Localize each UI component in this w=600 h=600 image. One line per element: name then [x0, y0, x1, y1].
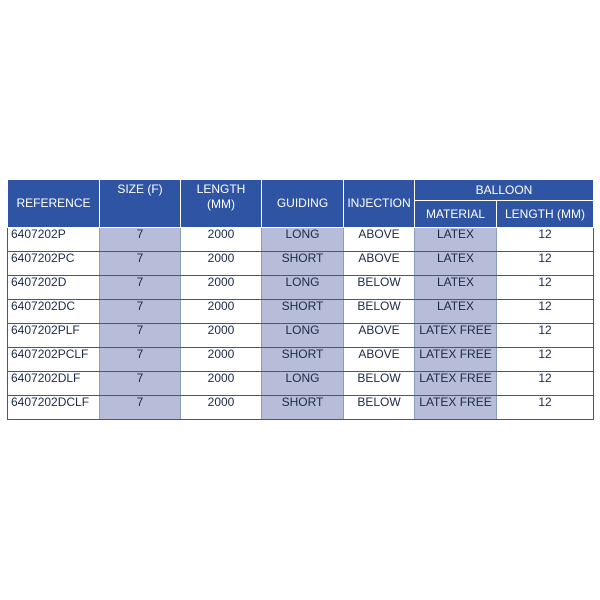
cell-size: 7 [100, 348, 181, 372]
cell-guiding: SHORT [262, 348, 344, 372]
header-length-line1: LENGTH [196, 182, 246, 196]
cell-size: 7 [100, 252, 181, 276]
cell-reference: 6407202DCLF [8, 396, 100, 420]
cell-balloon-length: 12 [497, 324, 594, 348]
cell-guiding: LONG [262, 324, 344, 348]
cell-reference: 6407202DLF [8, 372, 100, 396]
header-size: SIZE (F) [100, 180, 181, 228]
cell-injection: ABOVE [344, 348, 415, 372]
header-guiding: GUIDING [262, 180, 344, 228]
table-row [8, 396, 594, 420]
cell-reference: 6407202D [8, 276, 100, 300]
table-row [8, 348, 594, 372]
header-injection: INJECTION [344, 180, 415, 228]
header-material: MATERIAL [415, 201, 497, 228]
cell-guiding: SHORT [262, 300, 344, 324]
cell-material: LATEX FREE [415, 324, 497, 348]
cell-size: 7 [100, 372, 181, 396]
cell-injection: BELOW [344, 372, 415, 396]
cell-material: LATEX FREE [415, 372, 497, 396]
cell-size: 7 [100, 276, 181, 300]
cell-length: 2000 [181, 300, 262, 324]
catalog-table [7, 179, 594, 420]
cell-length: 2000 [181, 228, 262, 252]
cell-length: 2000 [181, 324, 262, 348]
catalog-table-wrapper [7, 179, 593, 420]
cell-material: LATEX FREE [415, 396, 497, 420]
cell-length: 2000 [181, 372, 262, 396]
cell-balloon-length: 12 [497, 396, 594, 420]
cell-size: 7 [100, 396, 181, 420]
cell-balloon-length: 12 [497, 252, 594, 276]
table-row [8, 372, 594, 396]
cell-material: LATEX [415, 276, 497, 300]
table-row [8, 252, 594, 276]
cell-reference: 6407202PLF [8, 324, 100, 348]
table-row [8, 276, 594, 300]
cell-guiding: LONG [262, 276, 344, 300]
header-balloon-length: LENGTH (MM) [497, 201, 594, 228]
table-body [8, 228, 594, 420]
cell-reference: 6407202DC [8, 300, 100, 324]
cell-length: 2000 [181, 348, 262, 372]
cell-length: 2000 [181, 252, 262, 276]
cell-injection: ABOVE [344, 324, 415, 348]
cell-guiding: SHORT [262, 396, 344, 420]
cell-injection: BELOW [344, 300, 415, 324]
cell-size: 7 [100, 228, 181, 252]
cell-injection: BELOW [344, 276, 415, 300]
cell-balloon-length: 12 [497, 348, 594, 372]
header-length-line2: (MM) [207, 197, 235, 211]
cell-reference: 6407202PCLF [8, 348, 100, 372]
cell-injection: BELOW [344, 396, 415, 420]
cell-guiding: LONG [262, 228, 344, 252]
table-row [8, 324, 594, 348]
cell-guiding: SHORT [262, 252, 344, 276]
cell-reference: 6407202P [8, 228, 100, 252]
cell-injection: ABOVE [344, 228, 415, 252]
header-balloon: BALLOON [415, 180, 594, 201]
cell-guiding: LONG [262, 372, 344, 396]
cell-balloon-length: 12 [497, 372, 594, 396]
cell-size: 7 [100, 324, 181, 348]
cell-length: 2000 [181, 276, 262, 300]
table-header [8, 180, 594, 228]
cell-balloon-length: 12 [497, 228, 594, 252]
cell-balloon-length: 12 [497, 276, 594, 300]
table-row [8, 228, 594, 252]
cell-material: LATEX [415, 228, 497, 252]
cell-reference: 6407202PC [8, 252, 100, 276]
cell-material: LATEX [415, 252, 497, 276]
cell-material: LATEX FREE [415, 348, 497, 372]
cell-size: 7 [100, 300, 181, 324]
table-row [8, 300, 594, 324]
cell-length: 2000 [181, 396, 262, 420]
header-reference: REFERENCE [8, 180, 100, 228]
cell-balloon-length: 12 [497, 300, 594, 324]
cell-material: LATEX [415, 300, 497, 324]
header-length [181, 180, 262, 228]
cell-injection: ABOVE [344, 252, 415, 276]
